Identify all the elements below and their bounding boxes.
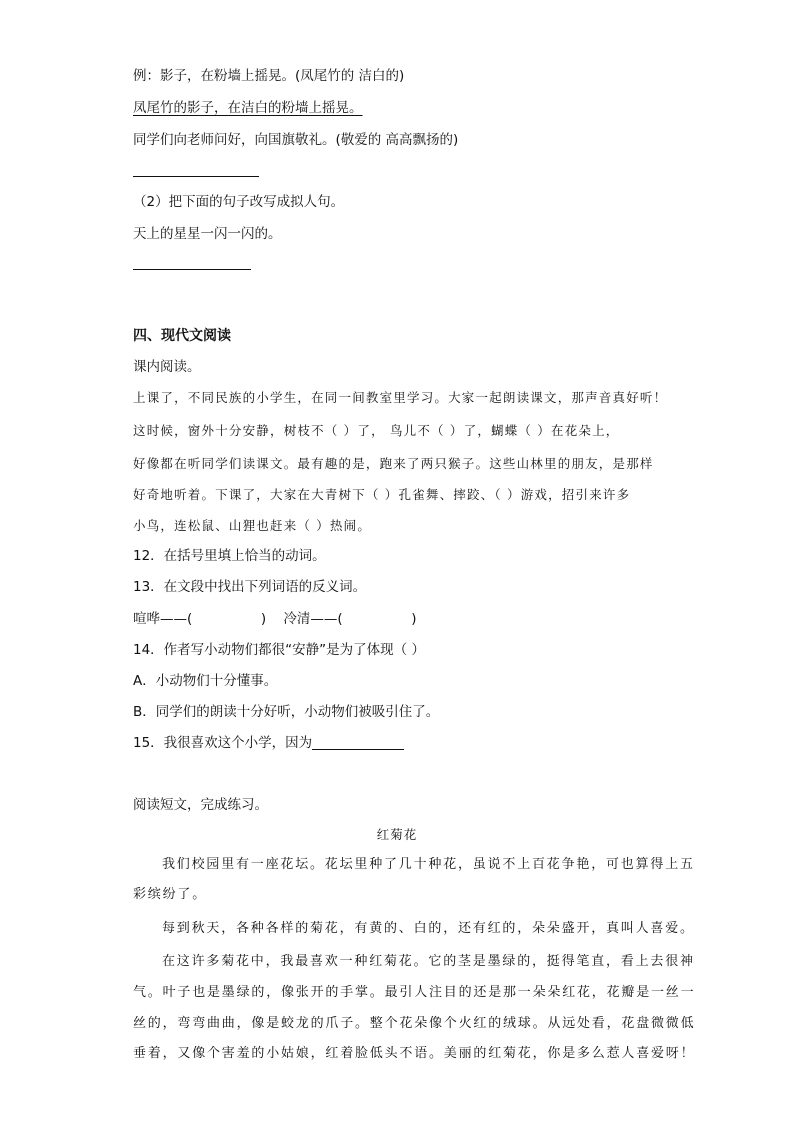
question-15-text: 15．我很喜欢这个小学，因为 (133, 735, 313, 751)
passage-line: 好像都在听同学们读课文。最有趣的是，跑来了两只猴子。这些山林里的朋友，是那样 (133, 456, 654, 471)
passage-line: 垂着，又像个害羞的小姑娘，红着脸低头不语。美丽的红菊花，你是多么惹人喜爱呀！ (133, 1046, 696, 1061)
question-sentence: 同学们向老师问好，向国旗敬礼。(敬爱的 高高飘扬的) (133, 132, 459, 148)
option-b: B．同学们的朗读十分好听，小动物们被吸引住了。 (133, 704, 440, 720)
passage-line: 我们校园里有一座花坛。花坛里种了几十种花，虽说不上百花争艳，可也算得上五 (162, 857, 695, 872)
question-2-title: （2）把下面的句子改写成拟人句。 (133, 194, 345, 210)
answer-blank[interactable] (312, 748, 404, 750)
passage-line: 在这许多菊花中，我最喜欢一种红菊花。它的茎是墨绿的，挺得笔直，看上去很神 (162, 954, 695, 969)
passage-line: 这时候，窗外十分安静，树枝不（ ）了， 鸟儿不（ ）了，蝴蝶（ ）在花朵上， (133, 423, 620, 438)
example-line: 例：影子，在粉墙上摇晃。(凤尾竹的 洁白的) (133, 68, 405, 84)
passage-line: 彩缤纷了。 (133, 887, 208, 902)
passage-title: 红菊花 (376, 827, 418, 842)
question-2-sentence: 天上的星星一闪一闪的。 (133, 226, 282, 242)
section-subheading: 课内阅读。 (133, 359, 201, 375)
passage-line: 小鸟，连松鼠、山狸也赶来（ ）热闹。 (133, 518, 372, 533)
section-heading: 四、现代文阅读 (133, 328, 231, 344)
passage-line: 上课了，不同民族的小学生，在同一间教室里学习。大家一起朗读课文，那声音真好听！ (133, 390, 668, 405)
option-a: A．小动物们十分懂事。 (133, 673, 278, 689)
answer-blank[interactable] (133, 269, 251, 270)
passage-line: 气。叶子也是墨绿的，像张开的手掌。最引人注目的还是那一朵朵红花，花瓣是一丝一 (133, 985, 696, 1000)
question-13: 13．在文段中找出下列词语的反义词。 (133, 579, 367, 595)
reading-instruction: 阅读短文，完成练习。 (133, 797, 268, 813)
question-14: 14．作者写小动物们都很“安静”是为了体现（ ） (133, 642, 425, 658)
answer-blank[interactable] (133, 176, 259, 177)
question-13-pairs: 喧哗——( ) 冷清——( ) (133, 611, 417, 627)
question-15 (133, 734, 404, 752)
passage-line: 好奇地听着。下课了，大家在大青树下（ ）孔雀舞、摔跤、（ ）游戏，招引来许多 (133, 487, 631, 502)
question-12: 12．在括号里填上恰当的动词。 (133, 548, 326, 564)
passage-line: 每到秋天，各种各样的菊花，有黄的、白的，还有红的，朵朵盛开，真叫人喜爱。 (162, 921, 695, 936)
example-answer: 凤尾竹的影子，在洁白的粉墙上摇晃。 (133, 100, 363, 116)
passage-line: 丝的，弯弯曲曲，像是蛟龙的爪子。整个花朵像个火红的绒球。从远处看，花盘微微低 (133, 1016, 696, 1031)
